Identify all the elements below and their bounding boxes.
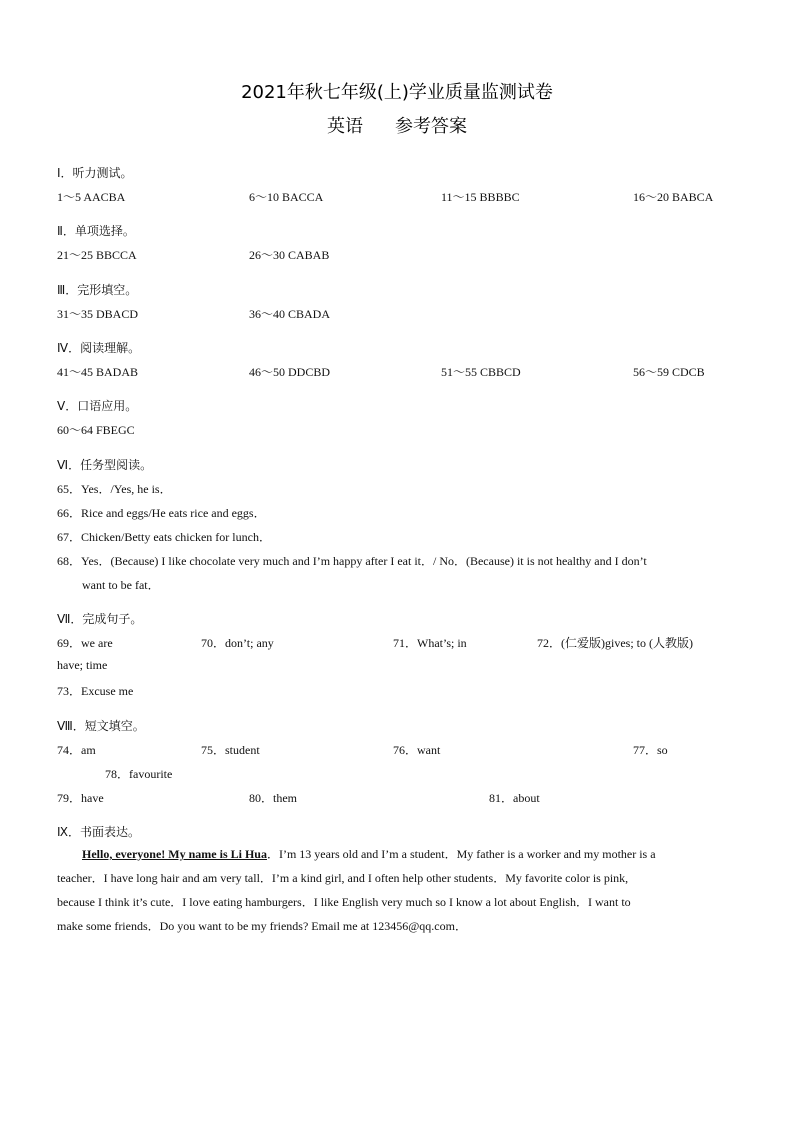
essay-line: teacher．I have long hair and am very tall．I’m a kind girl, and I often help other students．My favorite color is pink, xyxy=(57,871,629,885)
answer-line: 67．Chicken/Betty eats chicken for lunch． xyxy=(57,530,271,544)
answer-group: 26～30 CABAB xyxy=(249,248,330,262)
answer-group: 36～40 CBADA xyxy=(249,307,331,321)
section-3-heading: Ⅲ．完形填空。 xyxy=(57,283,138,297)
answer-group: 60～64 FBEGC xyxy=(57,423,135,437)
answer-group: 16～20 BABCA xyxy=(633,190,714,204)
answer-line: 68．Yes．(Because) I like chocolate very much and I’m happy after I eat it．/ No．(Because) it is not healthy and I don’t xyxy=(57,554,647,568)
section-5-heading: Ⅴ．口语应用。 xyxy=(57,399,138,413)
section-7-heading: Ⅶ．完成句子。 xyxy=(57,612,143,626)
answer-key-label: 参考答案 xyxy=(395,116,467,137)
section-1-heading: Ⅰ．听力测试。 xyxy=(57,166,133,180)
page-subtitle xyxy=(0,112,794,138)
page-title: 2021年秋七年级(上)学业质量监测试卷 xyxy=(241,82,553,103)
subject-label: 英语 xyxy=(327,116,363,137)
answer-item: 71．What’s; in xyxy=(393,636,467,650)
answer-group: 6～10 BACCA xyxy=(249,190,324,204)
section-6-heading: Ⅵ．任务型阅读。 xyxy=(57,458,153,472)
answer-item: 81．about xyxy=(489,791,540,805)
answer-item: have; time xyxy=(57,658,108,672)
answer-item: 70．don’t; any xyxy=(201,636,274,650)
essay-line-1-rest: ．I’m 13 years old and I’m a student．My father is a worker and my mother is a xyxy=(266,847,656,861)
answer-line: 65．Yes．/Yes, he is． xyxy=(57,482,172,496)
answer-item: 74．am xyxy=(57,743,96,757)
answer-item: 75．student xyxy=(201,743,260,757)
answer-item: 79．have xyxy=(57,791,104,805)
answer-line: 66．Rice and eggs/He eats rice and eggs． xyxy=(57,506,266,520)
essay-line xyxy=(82,842,656,866)
answer-item: 77．so xyxy=(633,743,668,757)
section-2-heading: Ⅱ．单项选择。 xyxy=(57,224,135,238)
answer-group: 51～55 CBBCD xyxy=(441,365,521,379)
answer-group: 21～25 BBCCA xyxy=(57,248,137,262)
answer-group: 11～15 BBBBC xyxy=(441,190,520,204)
answer-group: 1～5 AACBA xyxy=(57,190,126,204)
answer-item: 76．want xyxy=(393,743,441,757)
section-8-heading: Ⅷ．短文填空。 xyxy=(57,719,145,733)
essay-line: make some friends．Do you want to be my friends? Email me at 123456@qq.com． xyxy=(57,919,467,933)
answer-group: 41～45 BADAB xyxy=(57,365,139,379)
section-4-heading: Ⅳ．阅读理解。 xyxy=(57,341,141,355)
answer-item: 73．Excuse me xyxy=(57,684,134,698)
answer-line: want to be fat． xyxy=(82,578,160,592)
answer-group: 46～50 DDCBD xyxy=(249,365,331,379)
answer-item: 72．(仁爱版)gives; to (人教版) xyxy=(537,636,693,650)
answer-group: 56～59 CDCB xyxy=(633,365,705,379)
essay-line: because I think it’s cute．I love eating hamburgers．I like English very much so I know a lot about English．I want to xyxy=(57,895,631,909)
answer-item: 78．favourite xyxy=(105,767,173,781)
answer-item: 69．we are xyxy=(57,636,113,650)
answer-item: 80．them xyxy=(249,791,297,805)
essay-opening: Hello, everyone! My name is Li Hua xyxy=(82,847,267,861)
section-9-heading: Ⅸ．书面表达。 xyxy=(57,825,141,839)
answer-group: 31～35 DBACD xyxy=(57,307,139,321)
